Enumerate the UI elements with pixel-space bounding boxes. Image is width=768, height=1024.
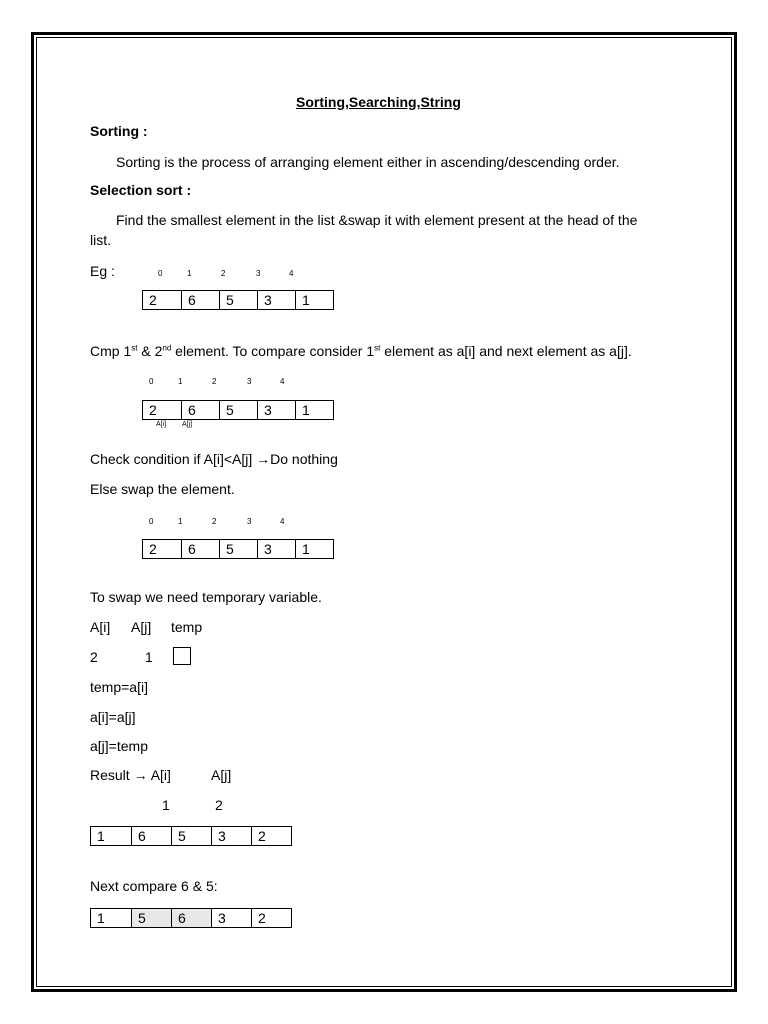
var-header-aj: A[j] [131,619,152,635]
index-label: 4 [289,269,294,278]
result-value-aj: 2 [215,797,223,813]
selection-sort-text-line1: Find the smallest element in the list &swap it with element present at the head of the [116,212,638,228]
array-cell: 6 [131,827,171,845]
index-label: 4 [280,517,285,526]
code-line-2: a[i]=a[j] [90,709,136,725]
array-cell: 5 [219,540,257,558]
array-cell: 1 [97,910,105,926]
selection-sort-text-line2: list. [90,232,111,248]
var-header-ai: A[i] [90,619,111,635]
array-cell: 6 [181,540,219,558]
pointer-label-aj: A[j] [182,421,193,428]
var-value-ai: 2 [90,649,98,665]
var-header-temp: temp [171,619,203,635]
array-cell: 1 [97,828,105,844]
array-cell: 3 [211,909,251,927]
index-label: 4 [280,377,285,386]
result-label: Result → A[i] [90,767,171,783]
array-cell: 2 [251,909,291,927]
sorting-definition: Sorting is the process of arranging element either in ascending/descending order. [116,154,620,170]
array-after-swap [90,826,292,846]
page-title: Sorting,Searching,String [296,94,461,110]
array-cell: 5 [219,401,257,419]
index-label: 3 [247,517,252,526]
array-cell: 1 [295,291,333,309]
array-cell: 2 [149,541,157,557]
array-cell: 5 [219,291,257,309]
array-cell: 3 [257,291,295,309]
array-cell: 2 [149,292,157,308]
array-initial [142,290,334,310]
next-compare: Next compare 6 & 5: [90,878,218,894]
var-value-aj: 1 [145,649,153,665]
array-cell: 1 [295,540,333,558]
array-cell: 3 [257,540,295,558]
array-cell: 1 [295,401,333,419]
compare-instruction: Cmp 1st & 2nd element. To compare consider 1st element as a[i] and next element as a[j]. [90,343,632,359]
array-cell-highlighted: 5 [131,909,171,927]
swap-intro: To swap we need temporary variable. [90,589,322,605]
index-label: 0 [149,517,154,526]
eg-label: Eg : [90,263,115,279]
index-label: 1 [187,269,192,278]
array-compare [142,400,334,420]
array-next [90,908,292,928]
pointer-label-ai: A[i] [156,421,167,428]
index-label: 2 [212,517,217,526]
index-label: 3 [256,269,261,278]
code-line-3: a[j]=temp [90,738,148,754]
index-label: 2 [221,269,226,278]
index-label: 3 [247,377,252,386]
array-cell: 2 [149,402,157,418]
array-cell-highlighted: 6 [171,909,211,927]
array-cell: 5 [171,827,211,845]
index-label: 2 [212,377,217,386]
else-swap: Else swap the element. [90,481,235,497]
selection-sort-heading: Selection sort : [90,182,192,198]
array-cell: 3 [257,401,295,419]
array-swap-example [142,539,334,559]
array-cell: 2 [251,827,291,845]
check-condition: Check condition if A[i]<A[j] →Do nothing [90,451,338,467]
array-cell: 6 [181,401,219,419]
index-label: 1 [178,377,183,386]
result-value-ai: 1 [162,797,170,813]
index-label: 0 [149,377,154,386]
temp-box [173,647,191,665]
result-aj-label: A[j] [211,767,232,783]
array-cell: 3 [211,827,251,845]
array-cell: 6 [181,291,219,309]
index-label: 1 [178,517,183,526]
index-label: 0 [158,269,163,278]
sorting-heading: Sorting : [90,123,148,139]
code-line-1: temp=a[i] [90,679,148,695]
